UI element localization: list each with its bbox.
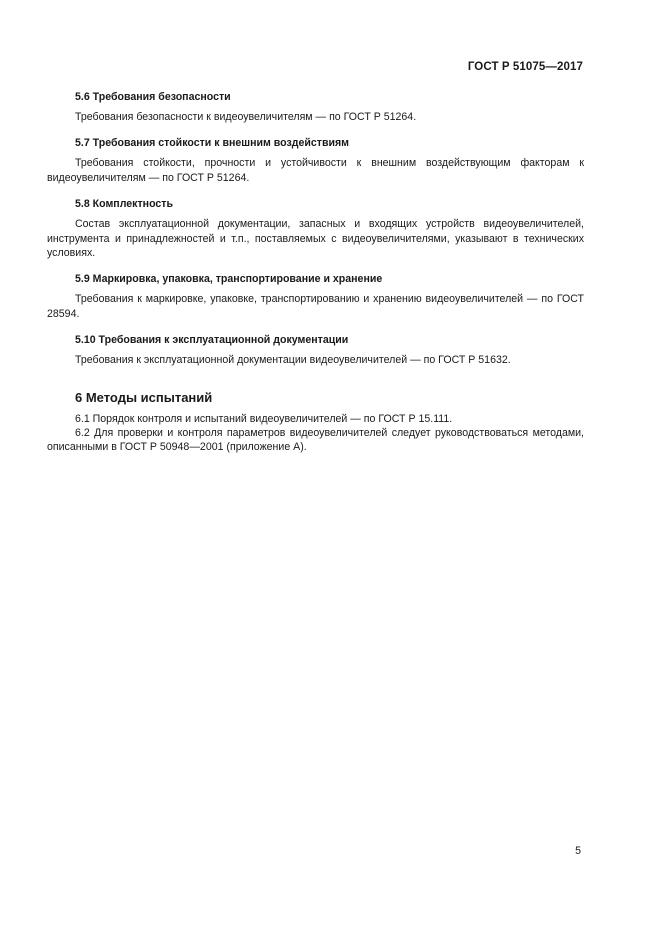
subsection-5-7-text: Требования стойкости, прочности и устойчивости к внешним воздействующим факторам к видеоувеличителям — по ГОСТ Р 51264.	[47, 157, 584, 184]
clause-6-1-text: 6.1 Порядок контроля и испытаний видеоувеличителей — по ГОСТ Р 15.111.	[75, 412, 453, 425]
clause-6-2-text: 6.2 Для проверки и контроля параметров видеоувеличителей следует руководствоваться методами, описанными в ГОСТ Р 50948—2001 (приложение А).	[47, 427, 584, 454]
subsection-5-6-title: 5.6 Требования безопасности	[75, 91, 231, 103]
section-6-title: 6 Методы испытаний	[75, 389, 213, 405]
subsection-5-7-title: 5.7 Требования стойкости к внешним воздействиям	[75, 137, 350, 150]
subsection-5-8-text: Состав эксплуатационной документации, запасных и входящих устройств видеоувеличителей, инструмента и принадлежностей и т.п., поставляемых с видеоувеличителями, указывают в технических условиях.	[47, 218, 584, 260]
page-number: 5	[575, 845, 581, 857]
subsection-5-6-text: Требования безопасности к видеоувеличителям — по ГОСТ Р 51264.	[75, 111, 417, 123]
subsection-5-10-title: 5.10 Требования к эксплуатационной документации	[75, 334, 349, 347]
subsection-5-8-title: 5.8 Комплектность	[75, 198, 173, 211]
page-content	[47, 90, 584, 455]
subsection-5-9-title: 5.9 Маркировка, упаковка, транспортирование и хранение	[75, 273, 383, 286]
subsection-5-9-text: Требования к маркировке, упаковке, транспортированию и хранению видеоувеличителей — по ГОСТ 28594.	[47, 293, 584, 320]
subsection-5-10-text: Требования к эксплуатационной документации видеоувеличителей — по ГОСТ Р 51632.	[75, 354, 511, 367]
standard-id-header: ГОСТ Р 51075—2017	[467, 61, 583, 73]
